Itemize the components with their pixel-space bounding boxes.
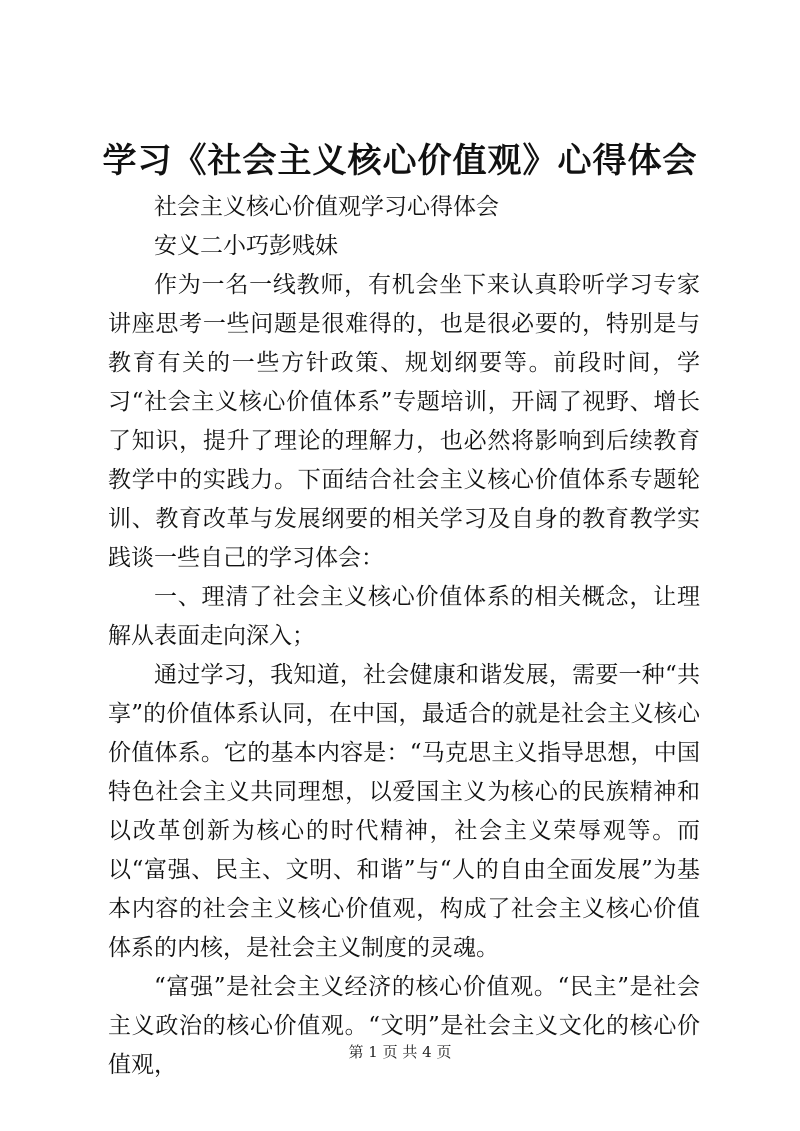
document-title: 学习《社会主义核心价值观》心得体会 [102,141,698,181]
page-footer: 第 1 页 共 4 页 [348,1043,452,1061]
paragraph-intro: 作为一名一线教师，有机会坐下来认真聆听学习专家讲座思考一些问题是很难得的，也是很必要的，特别是与教育有关的一些方针政策、规划纲要等。前段时间，学习“社会主义核心价值体系”专题培训，开阔了视野、增长了知识，提升了理论的理解力，也必然将影响到后续教育教学中的实践力。下面结合社会主义核心价值体系专题轮训、教育改革与发展纲要的相关学习及自身的教育教学实践谈一些自己的学习体会： [108,272,700,571]
document-subtitle: 社会主义核心价值观学习心得体会 [154,194,499,220]
paragraph-section-heading: 一、理清了社会主义核心价值体系的相关概念，让理解从表面走向深入； [108,584,700,649]
document-author: 安义二小巧彭贱妹 [154,233,338,259]
document-body [108,188,700,1085]
paragraph-core-values: 通过学习，我知道，社会健康和谐发展，需要一种“共享”的价值体系认同，在中国，最适合的就是社会主义核心价值体系。它的基本内容是：“马克思主义指导思想，中国特色社会主义共同理想，以爱国主义为核心的民族精神和以改革创新为核心的时代精神，社会主义荣辱观等。而以“富强、民主、文明、和谐”与“人的自由全面发展”为基本内容的社会主义核心价值观，构成了社会主义核心价值体系的内核，是社会主义制度的灵魂。 [108,662,700,961]
paragraph-definitions: “富强”是社会主义经济的核心价值观。“民主”是社会主义政治的核心价值观。“文明”是社会主义文化的核心价值观， [108,974,700,1078]
